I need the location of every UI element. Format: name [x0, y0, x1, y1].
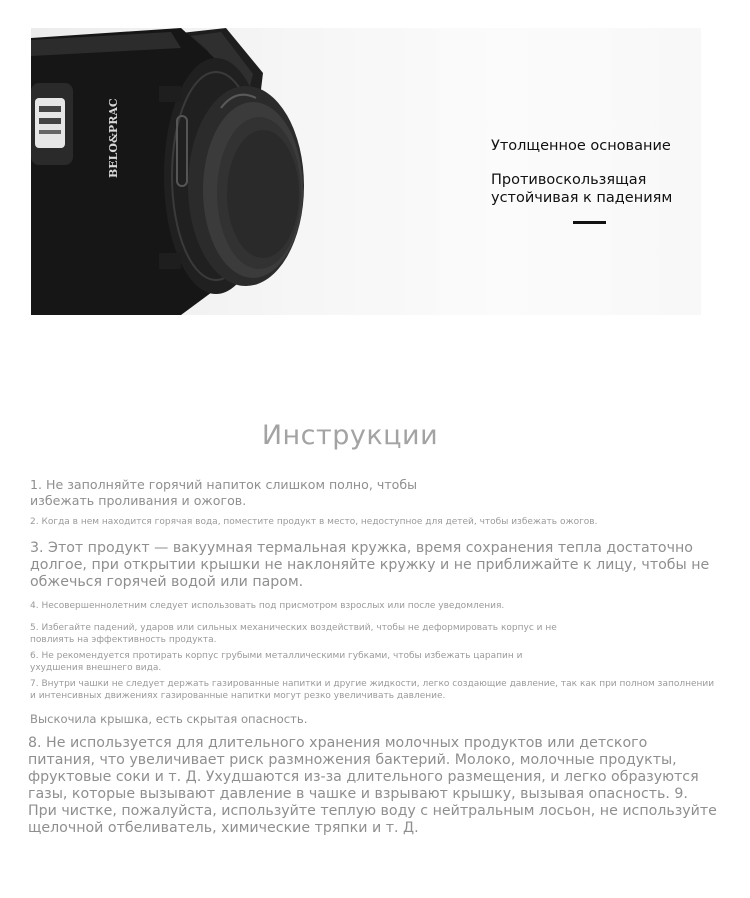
- instruction-item-4: 4. Несовершеннолетним следует использовать под присмотром взрослых или после уведомления.: [30, 601, 505, 611]
- feature-anti-slip: Противоскользящая: [491, 172, 647, 188]
- instruction-item-6: 6. Не рекомендуется протирать корпус грубыми металлическими губками, чтобы избежать царапин и ухудшения внешнего вида.: [30, 651, 523, 673]
- instructions-title: Инструкции: [261, 420, 439, 451]
- feature-thick-base: Утолщенное основание: [491, 138, 671, 154]
- feature-divider: [573, 221, 606, 224]
- feature-drop-resistant: устойчивая к падениям: [491, 190, 673, 206]
- instruction-item-8-9: 8. Не используется для длительного хранения молочных продуктов или детского питания, что увеличивает риск размножения бактерий. Молоко, молочные продукты, фруктовые соки и т. Д. Ухудшаются из-за длительного размещения, и легко образуются газы, которые вызывают давление в чашке и взрывают крышку, вызывая опасность. 9. При чистке, пожалуйста, используйте теплую воду с нейтральным лосьон, не используйте щелочной отбеливатель, химические тряпки и т. Д.: [28, 735, 717, 836]
- instruction-item-7-continued: Выскочила крышка, есть скрытая опасность.: [30, 712, 308, 726]
- instruction-item-7: 7. Внутри чашки не следует держать газированные напитки и другие жидкости, легко создающие давление, так как при полном заполнении и интенсивных движениях газированные напитки могут резко увеличивать давление.: [30, 679, 715, 701]
- instruction-item-2: 2. Когда в нем находится горячая вода, поместите продукт в место, недоступное для детей, чтобы избежать ожогов.: [30, 517, 598, 527]
- feature-callout: [491, 137, 691, 207]
- instruction-item-5: 5. Избегайте падений, ударов или сильных механических воздействий, чтобы не деформировать корпус и не повлиять на эффективность продукта.: [30, 623, 557, 645]
- brand-text: BELO&PRAC: [107, 98, 120, 178]
- instruction-item-1: 1. Не заполняйте горячий напиток слишком полно, чтобы избежать проливания и ожогов.: [30, 477, 418, 508]
- instruction-item-3: 3. Этот продукт — вакуумная термальная кружка, время сохранения тепла достаточно долгое, при открытии крышки не наклоняйте кружку и не приближайте к лицу, чтобы не обжечься горячей водой или паром.: [30, 540, 710, 590]
